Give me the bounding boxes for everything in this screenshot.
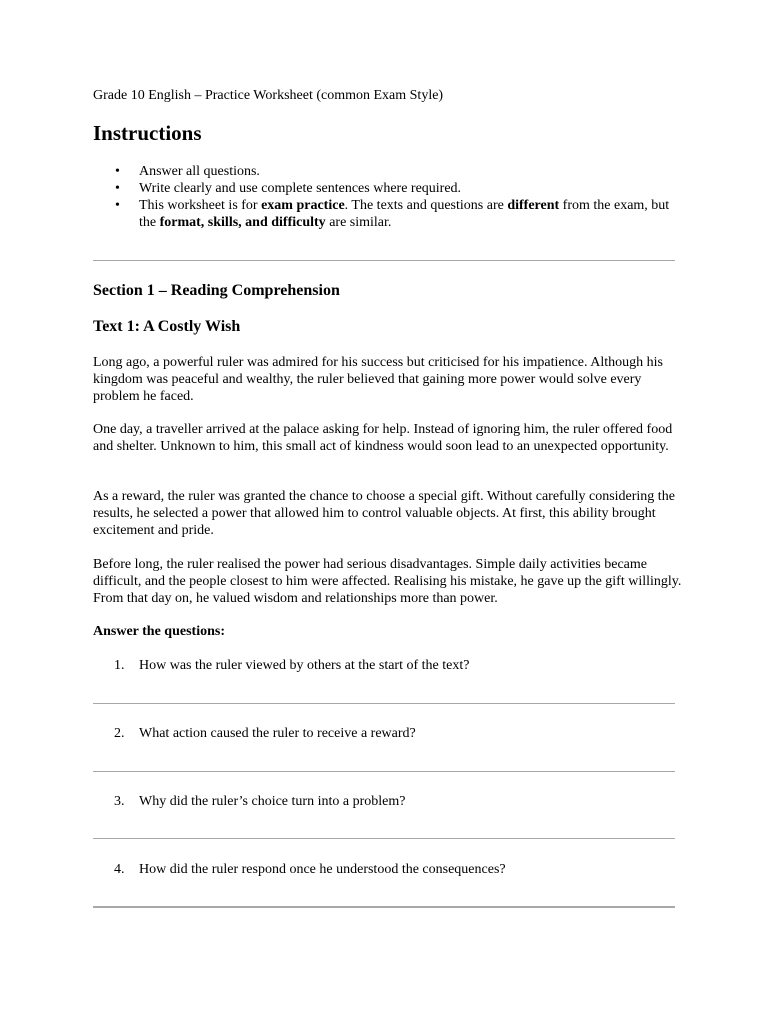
instruction-text: This worksheet is for [139,198,262,213]
instruction-bold: exam practice [261,198,345,213]
story-paragraph: As a reward, the ruler was granted the chance to choose a special gift. Without carefully considering the results, he selected a power that allowed him to control valuable objects. At first, this ability brought excitement and pride. [93,489,675,538]
instruction-item [93,180,683,197]
instruction-text: . The texts and questions are [344,198,508,213]
section-heading: Section 1 – Reading Comprehension [93,282,340,299]
instruction-text: from the exam, but the [139,198,670,230]
instruction-text: Answer all questions. [139,164,260,179]
question-number: 3. [114,794,125,809]
question-text: What action caused the ruler to receive a reward? [139,726,416,741]
question-item [114,861,674,878]
answer-line[interactable] [93,703,675,704]
instruction-bold: different [507,198,560,213]
section-divider [93,260,675,261]
answer-line[interactable] [93,771,675,772]
story-paragraph: Long ago, a powerful ruler was admired for his success but criticised for his impatience. Although his kingdom was peaceful and wealthy, the ruler believed that gaining more power would solve every problem he faced. [93,355,663,404]
instruction-bold: format, skills, and difficulty [159,215,326,230]
story-paragraph: One day, a traveller arrived at the palace asking for help. Instead of ignoring him, the ruler offered food and shelter. Unknown to him, this small act of kindness would soon lead to an unexpected opportunity. [93,422,673,454]
answer-questions-label: Answer the questions: [93,624,225,639]
question-text: How was the ruler viewed by others at the start of the text? [139,658,470,673]
question-number: 1. [114,658,125,673]
question-number: 4. [114,862,125,877]
question-number: 2. [114,726,125,741]
worksheet-title: Grade 10 English – Practice Worksheet (common Exam Style) [93,88,444,103]
instructions-heading: Instructions [93,121,202,145]
question-text: How did the ruler respond once he understood the consequences? [139,862,506,877]
question-item [114,657,674,674]
question-item [114,793,674,810]
question-text: Why did the ruler’s choice turn into a problem? [139,794,406,809]
instruction-item [93,197,683,231]
instruction-item [93,163,683,180]
answer-line[interactable] [93,838,675,839]
instructions-list [93,163,683,231]
text-title: Text 1: A Costly Wish [93,318,241,335]
answer-line[interactable] [93,906,675,908]
instruction-text: are similar. [325,215,392,230]
story-paragraph: Before long, the ruler realised the power had serious disadvantages. Simple daily activities became difficult, and the people closest to him were affected. Realising his mistake, he gave up the gift willingly. From that day on, he valued wisdom and relationships more than power. [93,557,682,606]
instruction-text: Write clearly and use complete sentences where required. [139,181,462,196]
question-item [114,725,674,742]
